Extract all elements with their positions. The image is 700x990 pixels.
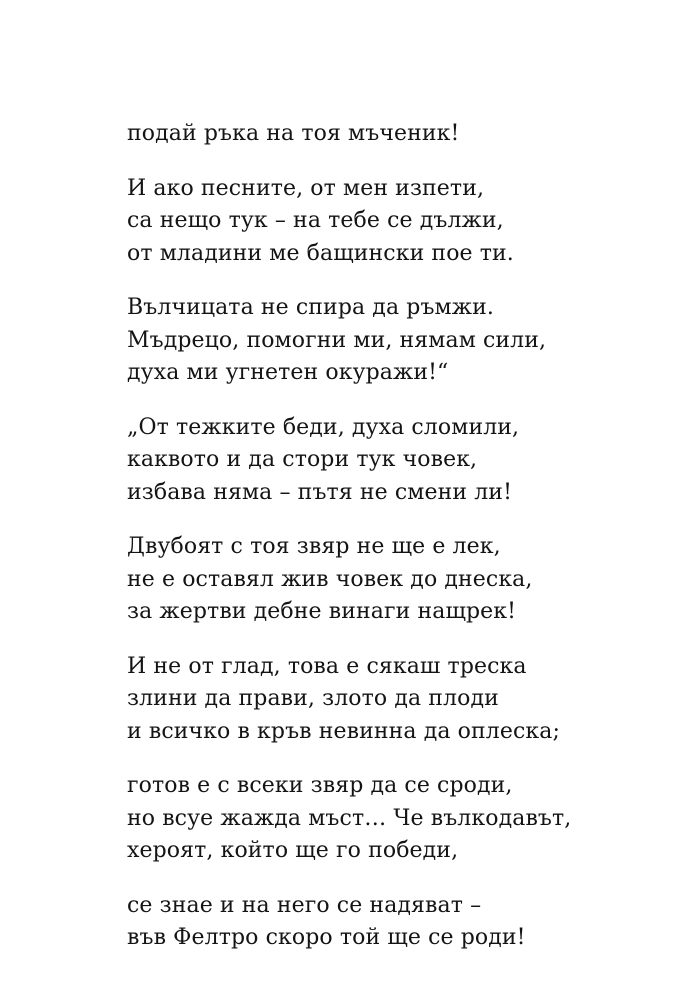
poem-line: и всичко в кръв невинна да оплеска; xyxy=(127,718,560,744)
poem-line: злини да прави, злото да плоди xyxy=(127,686,499,711)
poem-line: от младини ме бащински пое ти. xyxy=(127,240,514,266)
poem-line: духа ми угнетен окуражи!“ xyxy=(127,360,449,385)
poem-line: но всуе жажда мъст… Че вълкодавът, xyxy=(127,805,572,831)
poem-line: Двубоят с тоя звяр не ще е лек, xyxy=(127,534,501,559)
poem-line: избава няма – пътя не смени ли! xyxy=(127,479,513,505)
poem-line: не е оставял жив човек до днеска, xyxy=(127,566,533,592)
stanza-4 xyxy=(127,412,647,510)
stanza-7 xyxy=(127,770,647,868)
poem-line: И не от глад, това е сякаш треска xyxy=(127,653,527,679)
poem-line: готов е с всеки звяр да се сроди, xyxy=(127,773,513,798)
stanza-2 xyxy=(127,173,647,271)
poem-line: „От тежките беди, духа сломили, xyxy=(127,414,520,440)
poem-line: каквото и да стори тук човек, xyxy=(127,447,478,472)
stanza-6 xyxy=(127,651,647,749)
poem-line: подай ръка на тоя мъченик! xyxy=(127,121,460,146)
poem-line: са нещо тук – на тебе се дължи, xyxy=(127,208,504,233)
poem-line: се знае и на него се надяват – xyxy=(127,892,482,918)
poem-line: във Фелтро скоро той ще се роди! xyxy=(127,925,526,950)
poem-line: И ако песните, от мен изпети, xyxy=(127,175,485,201)
poem-line: Вълчицата не спира да ръмжи. xyxy=(127,295,494,320)
poem-line: херoят, който ще го победи, xyxy=(127,838,459,863)
stanza-1 xyxy=(127,118,647,151)
poem-text xyxy=(127,118,647,977)
stanza-8 xyxy=(127,890,647,955)
stanza-3 xyxy=(127,292,647,390)
stanza-5 xyxy=(127,531,647,629)
poem-line: Мъдрецо, помогни ми, нямам сили, xyxy=(127,327,547,353)
poem-line: за жертви дебне винаги нащрек! xyxy=(127,599,517,624)
